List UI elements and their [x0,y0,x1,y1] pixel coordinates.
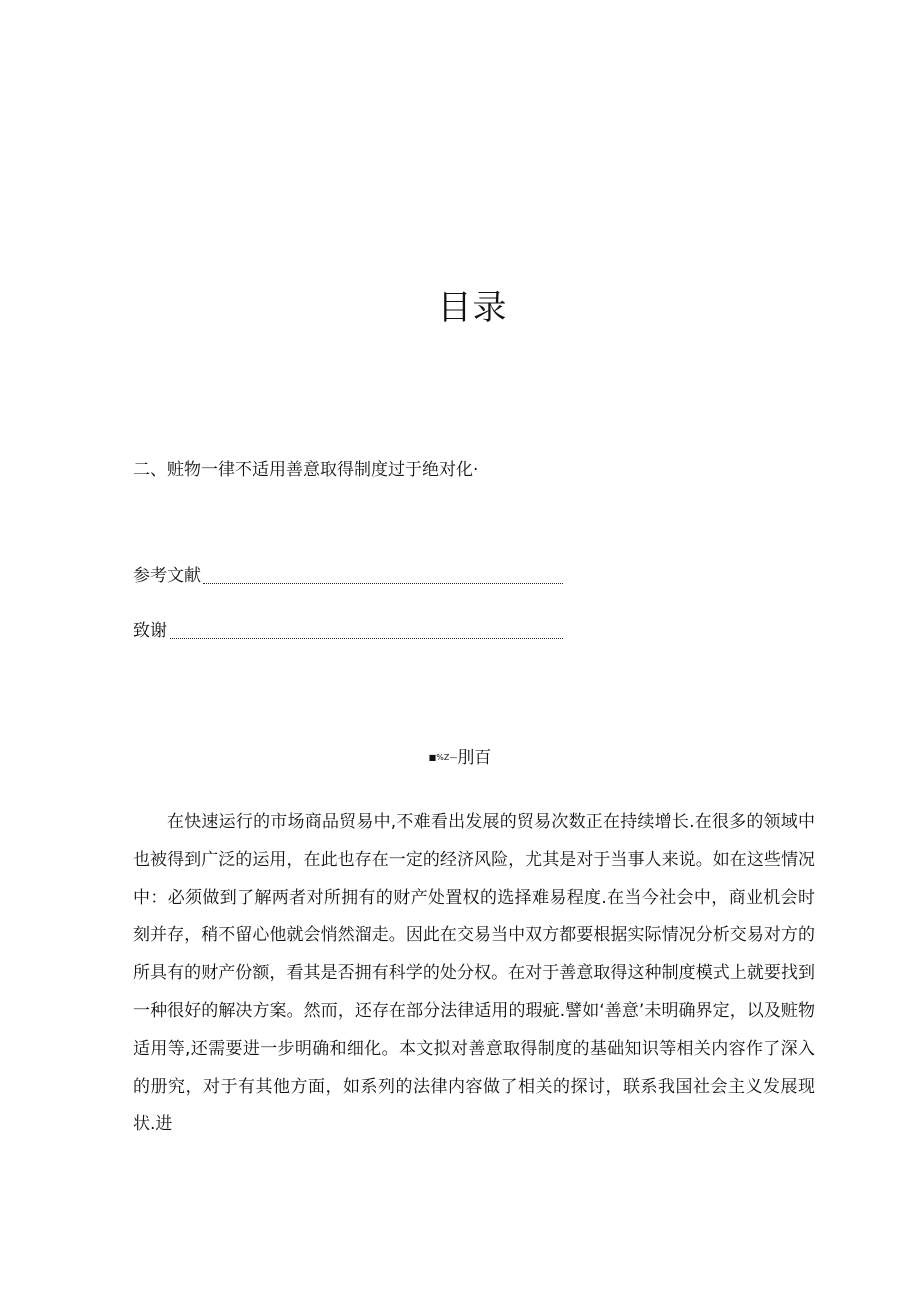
toc-entry-label: 参考文献 [133,566,201,586]
section-heading-text: 刖百 [457,748,492,768]
toc-entry-label: 致谢 [133,621,167,641]
body-paragraph: 在快速运行的市场商品贸易中,不难看出发展的贸易次数正在持续增长.在很多的领域中也被得到广泛的运用，在此也存在一定的经济风险，尤其是对于当事人来说。如在这些情况中：必须做到了解两者对所拥有的财产处置权的选择难易程度.在当今社会中，商业机会时刻并存，稍不留心他就会悄然溜走。因此在交易当中双方都要根据实际情况分析交易对方的所具有的财产份额，看其是否拥有科学的处分权。在对于善意取得这种制度模式上就要找到一种很好的解决方案。然而，还存在部分法律适用的瑕疵.譬如‘善意’未明确界定，以及赃物适用等,还需要进一步明确和细化。本文拟对善意取得制度的基础知识等相关内容作了深入的册究，对于有其他方面，如系列的法律内容做了相关的探讨，联系我国社会主义发展现状.进 [133,812,815,1135]
section-heading-prefix: ■%Z— [428,753,458,762]
toc-entry-label: 二、赃物一律不适用善意取得制度过于绝对化· [133,460,479,480]
toc-entry[interactable] [133,458,478,482]
toc-entry[interactable] [133,619,167,643]
toc-entry[interactable] [133,564,201,588]
toc-dot-leader [170,638,563,639]
page-title: 目录 [437,288,508,328]
section-heading [0,746,920,770]
toc-dot-leader [203,583,563,584]
